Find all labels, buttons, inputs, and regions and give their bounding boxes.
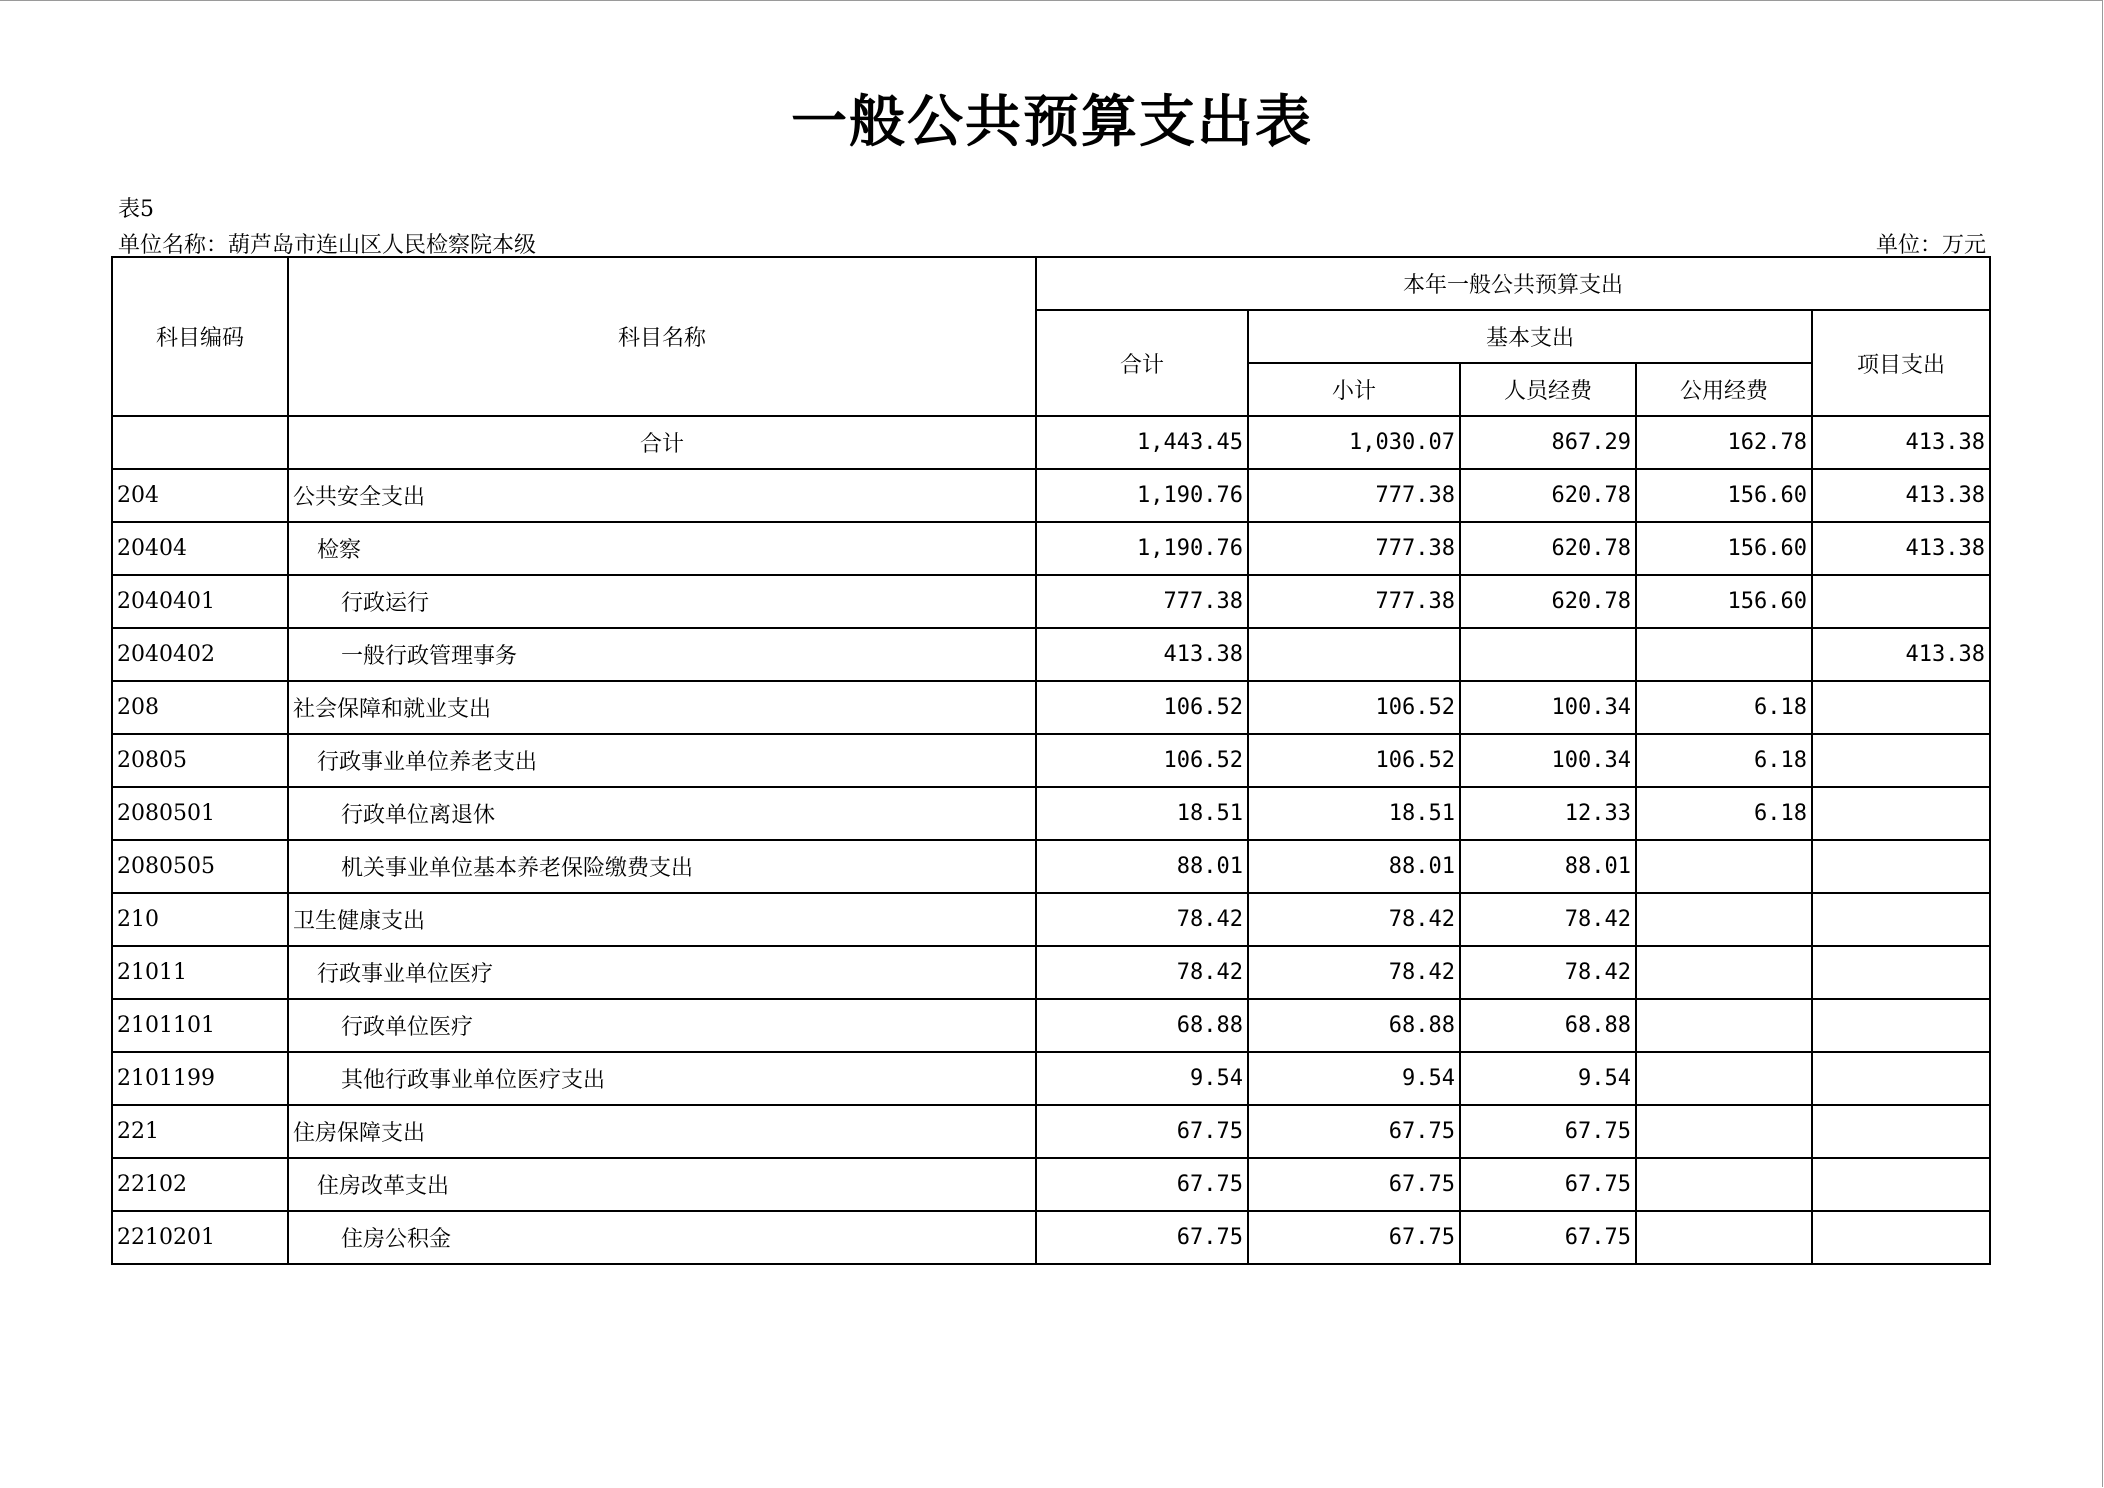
project-cell	[1812, 946, 1990, 999]
personnel-cell: 78.42	[1460, 893, 1636, 946]
total-cell: 9.54	[1036, 1052, 1248, 1105]
subtotal-cell: 777.38	[1248, 575, 1460, 628]
project-cell	[1812, 1211, 1990, 1264]
total-cell: 78.42	[1036, 893, 1248, 946]
personnel-cell: 9.54	[1460, 1052, 1636, 1105]
table-row	[112, 734, 1990, 787]
name-cell: 卫生健康支出	[288, 893, 1036, 946]
public-cell	[1636, 1211, 1812, 1264]
total-cell: 88.01	[1036, 840, 1248, 893]
personnel-cell: 67.75	[1460, 1211, 1636, 1264]
personnel-cell: 67.75	[1460, 1158, 1636, 1211]
subtotal-cell: 9.54	[1248, 1052, 1460, 1105]
total-cell: 67.75	[1036, 1158, 1248, 1211]
total-cell: 1,190.76	[1036, 469, 1248, 522]
project-cell: 413.38	[1812, 416, 1990, 469]
subtotal-cell: 106.52	[1248, 734, 1460, 787]
personnel-cell: 620.78	[1460, 522, 1636, 575]
public-cell	[1636, 628, 1812, 681]
name-cell: 一般行政管理事务	[288, 628, 1036, 681]
code-cell: 204	[112, 469, 288, 522]
personnel-cell: 12.33	[1460, 787, 1636, 840]
personnel-cell: 78.42	[1460, 946, 1636, 999]
project-cell	[1812, 787, 1990, 840]
project-cell	[1812, 893, 1990, 946]
code-cell: 20805	[112, 734, 288, 787]
header-basic: 基本支出	[1248, 310, 1812, 363]
personnel-cell: 100.34	[1460, 681, 1636, 734]
public-cell	[1636, 946, 1812, 999]
total-cell: 68.88	[1036, 999, 1248, 1052]
table-row	[112, 469, 1990, 522]
project-cell: 413.38	[1812, 628, 1990, 681]
personnel-cell	[1460, 628, 1636, 681]
subtotal-cell: 67.75	[1248, 1211, 1460, 1264]
project-cell	[1812, 575, 1990, 628]
total-cell: 67.75	[1036, 1105, 1248, 1158]
table-row	[112, 840, 1990, 893]
project-cell	[1812, 734, 1990, 787]
header-group: 本年一般公共预算支出	[1036, 257, 1990, 310]
subtotal-cell: 78.42	[1248, 893, 1460, 946]
table-row	[112, 416, 1990, 469]
subtotal-cell: 68.88	[1248, 999, 1460, 1052]
header-name: 科目名称	[288, 257, 1036, 416]
subtotal-cell: 67.75	[1248, 1105, 1460, 1158]
table-row	[112, 681, 1990, 734]
header-code: 科目编码	[112, 257, 288, 416]
table-row	[112, 628, 1990, 681]
table-row	[112, 1052, 1990, 1105]
public-cell	[1636, 999, 1812, 1052]
code-cell: 2080505	[112, 840, 288, 893]
project-cell	[1812, 1052, 1990, 1105]
project-cell	[1812, 1105, 1990, 1158]
project-cell	[1812, 1158, 1990, 1211]
project-cell: 413.38	[1812, 469, 1990, 522]
personnel-cell: 88.01	[1460, 840, 1636, 893]
code-cell: 2210201	[112, 1211, 288, 1264]
subtotal-cell: 777.38	[1248, 522, 1460, 575]
name-cell: 社会保障和就业支出	[288, 681, 1036, 734]
personnel-cell: 67.75	[1460, 1105, 1636, 1158]
code-cell: 221	[112, 1105, 288, 1158]
table-row	[112, 575, 1990, 628]
total-cell: 78.42	[1036, 946, 1248, 999]
subtotal-cell: 1,030.07	[1248, 416, 1460, 469]
personnel-cell: 100.34	[1460, 734, 1636, 787]
subtotal-cell: 67.75	[1248, 1158, 1460, 1211]
header-public: 公用经费	[1636, 363, 1812, 416]
table-number: 表5	[118, 197, 154, 222]
table-row	[112, 1158, 1990, 1211]
page-title: 一般公共预算支出表	[791, 89, 1313, 155]
public-cell	[1636, 1105, 1812, 1158]
code-cell: 21011	[112, 946, 288, 999]
total-cell: 777.38	[1036, 575, 1248, 628]
header-total: 合计	[1036, 310, 1248, 416]
code-cell: 2101199	[112, 1052, 288, 1105]
total-cell: 106.52	[1036, 734, 1248, 787]
subtotal-cell: 777.38	[1248, 469, 1460, 522]
table-row	[112, 946, 1990, 999]
name-cell: 住房改革支出	[288, 1158, 1036, 1211]
total-cell: 67.75	[1036, 1211, 1248, 1264]
total-cell: 106.52	[1036, 681, 1248, 734]
code-cell: 2040401	[112, 575, 288, 628]
personnel-cell: 68.88	[1460, 999, 1636, 1052]
subtotal-cell: 78.42	[1248, 946, 1460, 999]
name-cell: 行政事业单位养老支出	[288, 734, 1036, 787]
name-cell: 住房保障支出	[288, 1105, 1036, 1158]
code-cell: 210	[112, 893, 288, 946]
table-row	[112, 1211, 1990, 1264]
table-row	[112, 999, 1990, 1052]
total-cell: 18.51	[1036, 787, 1248, 840]
unit-name: 单位名称：葫芦岛市连山区人民检察院本级	[118, 233, 537, 258]
project-cell	[1812, 999, 1990, 1052]
table-row	[112, 1105, 1990, 1158]
header-project: 项目支出	[1812, 310, 1990, 416]
public-cell: 6.18	[1636, 734, 1812, 787]
table-row	[112, 522, 1990, 575]
name-cell: 行政事业单位医疗	[288, 946, 1036, 999]
budget-table	[111, 256, 1991, 1265]
name-cell: 公共安全支出	[288, 469, 1036, 522]
project-cell: 413.38	[1812, 522, 1990, 575]
header-subtotal: 小计	[1248, 363, 1460, 416]
subtotal-cell: 88.01	[1248, 840, 1460, 893]
project-cell	[1812, 681, 1990, 734]
personnel-cell: 620.78	[1460, 469, 1636, 522]
subtotal-cell	[1248, 628, 1460, 681]
personnel-cell: 867.29	[1460, 416, 1636, 469]
code-cell	[112, 416, 288, 469]
public-cell: 162.78	[1636, 416, 1812, 469]
name-cell: 机关事业单位基本养老保险缴费支出	[288, 840, 1036, 893]
table-body	[112, 416, 1990, 1264]
code-cell: 22102	[112, 1158, 288, 1211]
table-row	[112, 787, 1990, 840]
public-cell	[1636, 893, 1812, 946]
public-cell	[1636, 1052, 1812, 1105]
name-cell: 住房公积金	[288, 1211, 1036, 1264]
name-cell: 行政单位离退休	[288, 787, 1036, 840]
header-personnel: 人员经费	[1460, 363, 1636, 416]
code-cell: 20404	[112, 522, 288, 575]
subtotal-cell: 18.51	[1248, 787, 1460, 840]
public-cell: 6.18	[1636, 681, 1812, 734]
code-cell: 2101101	[112, 999, 288, 1052]
public-cell: 156.60	[1636, 575, 1812, 628]
total-cell: 1,443.45	[1036, 416, 1248, 469]
name-cell: 行政运行	[288, 575, 1036, 628]
public-cell: 156.60	[1636, 522, 1812, 575]
subtotal-cell: 106.52	[1248, 681, 1460, 734]
project-cell	[1812, 840, 1990, 893]
total-cell: 413.38	[1036, 628, 1248, 681]
code-cell: 208	[112, 681, 288, 734]
public-cell: 6.18	[1636, 787, 1812, 840]
code-cell: 2080501	[112, 787, 288, 840]
table-row	[112, 893, 1990, 946]
total-cell: 1,190.76	[1036, 522, 1248, 575]
name-cell: 行政单位医疗	[288, 999, 1036, 1052]
code-cell: 2040402	[112, 628, 288, 681]
name-cell: 其他行政事业单位医疗支出	[288, 1052, 1036, 1105]
name-cell: 合计	[288, 416, 1036, 469]
name-cell: 检察	[288, 522, 1036, 575]
public-cell: 156.60	[1636, 469, 1812, 522]
public-cell	[1636, 840, 1812, 893]
public-cell	[1636, 1158, 1812, 1211]
personnel-cell: 620.78	[1460, 575, 1636, 628]
unit-label: 单位：万元	[1875, 233, 1986, 258]
